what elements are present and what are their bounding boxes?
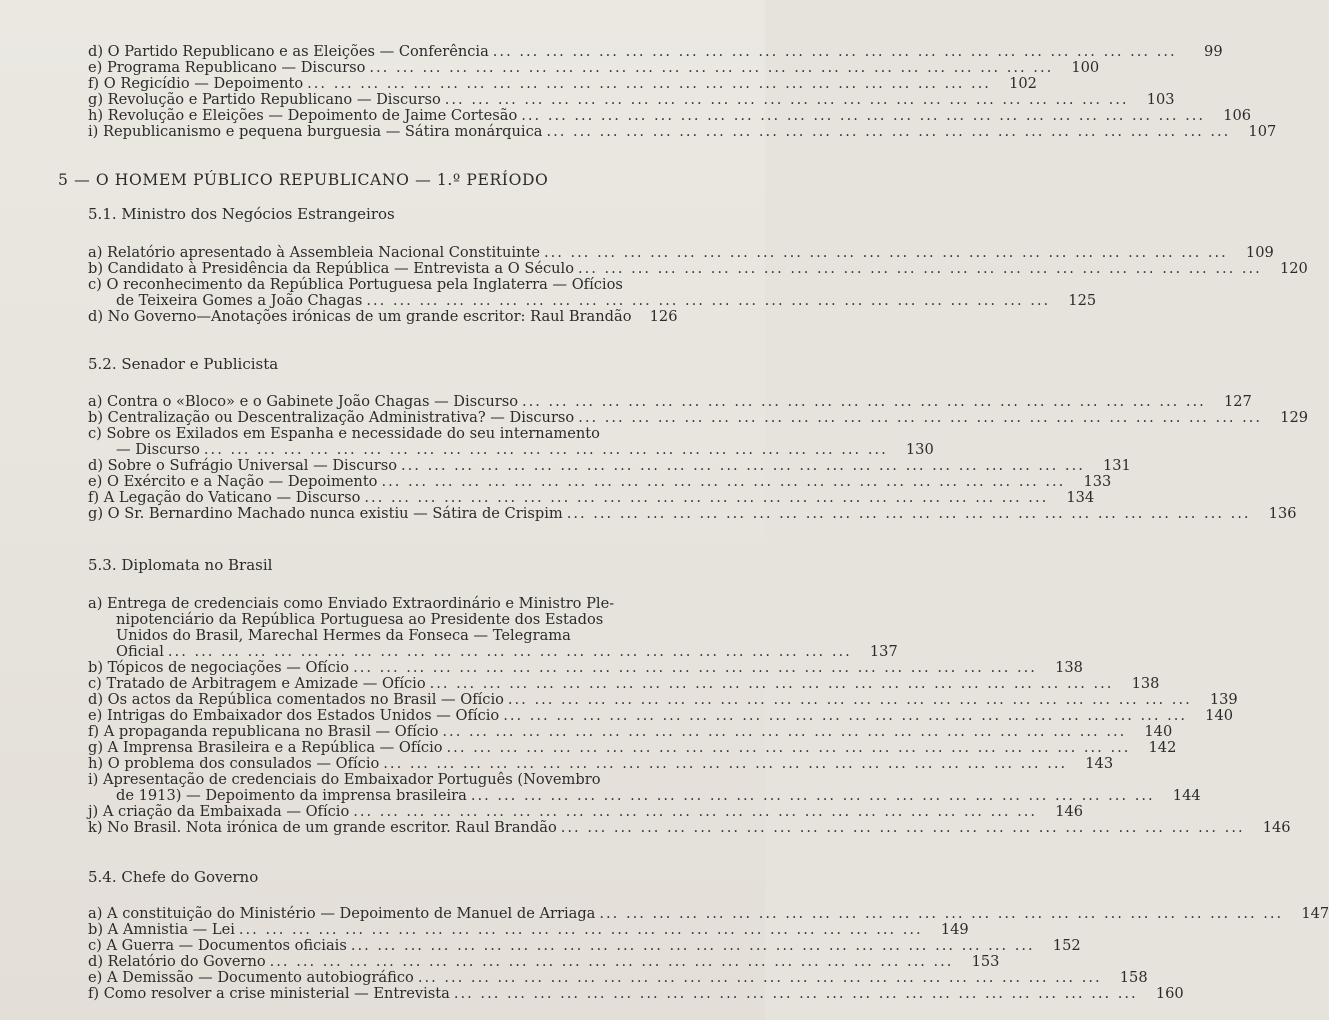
toc-entry: f) Como resolver a crise ministerial — Entrevista ... ... ... ... ... ... ... ... ... ... ... ... ... ... ... ... ... ... ... ... ... ... ... ... ... ... 160 [88, 985, 1184, 1002]
toc-entry: d) No Governo—Anotações irónicas de um grande escritor: Raul Brandão 126 [88, 308, 678, 325]
section-entries [88, 905, 1329, 1002]
toc-entry: b) Tópicos de negociações — Ofício ... ... ... ... ... ... ... ... ... ... ... ... ... ... ... ... ... ... ... ... ... ... ... ... ... ... 138 [88, 659, 1083, 676]
toc-entry: h) Revolução e Eleições — Depoimento de Jaime Cortesão ... ... ... ... ... ... ... ... ... ... ... ... ... ... ... ... ... ... ... ... ... ... ... ... ... ... 106 [88, 107, 1252, 124]
toc-entry: b) Candidato à Presidência da República — Entrevista a O Século ... ... ... ... ... ... ... ... ... ... ... ... ... ... ... ... ... ... ... ... ... ... ... ... ... ... 120 [88, 260, 1308, 277]
toc-entry: — Discurso ... ... ... ... ... ... ... ... ... ... ... ... ... ... ... ... ... ... ... ... ... ... ... ... ... ... 130 [116, 441, 934, 458]
section-heading: 5.4. Chefe do Governo [88, 868, 259, 886]
section-entries [88, 595, 1291, 836]
toc-entry: d) Os actos da República comentados no Brasil — Ofício ... ... ... ... ... ... ... ... ... ... ... ... ... ... ... ... ... ... ... ... ... ... ... ... ... ... 139 [88, 691, 1238, 708]
toc-entry: c) Tratado de Arbitragem e Amizade — Ofício ... ... ... ... ... ... ... ... ... ... ... ... ... ... ... ... ... ... ... ... ... ... ... ... ... ... 138 [88, 675, 1160, 692]
section-heading: 5.2. Senador e Publicista [88, 355, 279, 373]
toc-entry: g) O Sr. Bernardino Machado nunca existiu — Sátira de Crispim ... ... ... ... ... ... ... ... ... ... ... ... ... ... ... ... ... ... ... ... ... ... ... ... ... ... 136 [88, 505, 1297, 522]
toc-entry: a) Contra o «Bloco» e o Gabinete João Chagas — Discurso ... ... ... ... ... ... ... ... ... ... ... ... ... ... ... ... ... ... ... ... ... ... ... ... ... ... 127 [88, 393, 1252, 410]
toc-entry: k) No Brasil. Nota irónica de um grande escritor. Raul Brandão ... ... ... ... ... ... ... ... ... ... ... ... ... ... ... ... ... ... ... ... ... ... ... ... ... ... 146 [88, 819, 1291, 836]
toc-entry: h) O problema dos consulados — Ofício ... ... ... ... ... ... ... ... ... ... ... ... ... ... ... ... ... ... ... ... ... ... ... ... ... ... 143 [88, 755, 1114, 772]
toc-entry: c) Sobre os Exilados em Espanha e necessidade do seu internamento [88, 425, 600, 442]
toc-entry: nipotenciário da República Portuguesa ao Presidente dos Estados [116, 611, 604, 628]
toc-entry: d) O Partido Republicano e as Eleições — Conferência ... ... ... ... ... ... ... ... ... ... ... ... ... ... ... ... ... ... ... ... ... ... ... ... ... ... 99 [88, 43, 1223, 60]
toc-entry: de Teixeira Gomes a João Chagas ... ... ... ... ... ... ... ... ... ... ... ... ... ... ... ... ... ... ... ... ... ... ... ... ... ... 125 [116, 292, 1097, 309]
toc-entry: d) Relatório do Governo ... ... ... ... ... ... ... ... ... ... ... ... ... ... ... ... ... ... ... ... ... ... ... ... ... ... 153 [88, 953, 1000, 970]
toc-entry: a) A constituição do Ministério — Depoimento de Manuel de Arriaga ... ... ... ... ... ... ... ... ... ... ... ... ... ... ... ... ... ... ... ... ... ... ... ... ... ... 147 [88, 905, 1329, 922]
toc-entry: a) Relatório apresentado à Assembleia Nacional Constituinte ... ... ... ... ... ... ... ... ... ... ... ... ... ... ... ... ... ... ... ... ... ... ... ... ... ... 109 [88, 244, 1274, 261]
toc-entry: e) Programa Republicano — Discurso ... ... ... ... ... ... ... ... ... ... ... ... ... ... ... ... ... ... ... ... ... ... ... ... ... ... 100 [88, 59, 1100, 76]
toc-entry: c) A Guerra — Documentos oficiais ... ... ... ... ... ... ... ... ... ... ... ... ... ... ... ... ... ... ... ... ... ... ... ... ... ... 152 [88, 937, 1081, 954]
section-heading: 5.1. Ministro dos Negócios Estrangeiros [88, 205, 395, 223]
toc-entry: i) Apresentação de credenciais do Embaixador Português (Novembro [88, 771, 601, 788]
toc-entry: de 1913) — Depoimento da imprensa brasileira ... ... ... ... ... ... ... ... ... ... ... ... ... ... ... ... ... ... ... ... ... ... ... ... ... ... 144 [116, 787, 1201, 804]
toc-entry: c) O reconhecimento da República Portuguesa pela Inglaterra — Ofícios [88, 276, 623, 293]
chapter-title: 5 — O HOMEM PÚBLICO REPUBLICANO — 1.º PERÍODO [58, 171, 549, 189]
toc-entry: d) Sobre o Sufrágio Universal — Discurso ... ... ... ... ... ... ... ... ... ... ... ... ... ... ... ... ... ... ... ... ... ... ... ... ... ... 131 [88, 457, 1131, 474]
toc-entry: e) A Demissão — Documento autobiográfico ... ... ... ... ... ... ... ... ... ... ... ... ... ... ... ... ... ... ... ... ... ... ... ... ... ... 158 [88, 969, 1148, 986]
toc-entry: b) Centralização ou Descentralização Administrativa? — Discurso ... ... ... ... ... ... ... ... ... ... ... ... ... ... ... ... ... ... ... ... ... ... ... ... ... ... 129 [88, 409, 1309, 426]
toc-entry: e) Intrigas do Embaixador dos Estados Unidos — Ofício ... ... ... ... ... ... ... ... ... ... ... ... ... ... ... ... ... ... ... ... ... ... ... ... ... ... 140 [88, 707, 1234, 724]
toc-entry: i) Republicanismo e pequena burguesia — Sátira monárquica ... ... ... ... ... ... ... ... ... ... ... ... ... ... ... ... ... ... ... ... ... ... ... ... ... ... 107 [88, 123, 1277, 140]
toc-entry: j) A criação da Embaixada — Ofício ... ... ... ... ... ... ... ... ... ... ... ... ... ... ... ... ... ... ... ... ... ... ... ... ... ... 146 [88, 803, 1084, 820]
section-heading: 5.3. Diplomata no Brasil [88, 556, 273, 574]
section-entries [88, 244, 1308, 325]
toc-entry: a) Entrega de credenciais como Enviado Extraordinário e Ministro Ple- [88, 595, 615, 612]
toc-entry: e) O Exército e a Nação — Depoimento ... ... ... ... ... ... ... ... ... ... ... ... ... ... ... ... ... ... ... ... ... ... ... ... ... ... 133 [88, 473, 1112, 490]
toc-entry: g) Revolução e Partido Republicano — Discurso ... ... ... ... ... ... ... ... ... ... ... ... ... ... ... ... ... ... ... ... ... ... ... ... ... ... 103 [88, 91, 1175, 108]
toc-entry: g) A Imprensa Brasileira e a República — Ofício ... ... ... ... ... ... ... ... ... ... ... ... ... ... ... ... ... ... ... ... ... ... ... ... ... ... 142 [88, 739, 1177, 756]
toc-entry: f) O Regicídio — Depoimento ... ... ... ... ... ... ... ... ... ... ... ... ... ... ... ... ... ... ... ... ... ... ... ... ... ... 102 [88, 75, 1037, 92]
toc-entry: Oficial ... ... ... ... ... ... ... ... ... ... ... ... ... ... ... ... ... ... ... ... ... ... ... ... ... ... 137 [116, 643, 898, 660]
toc-entry: f) A Legação do Vaticano — Discurso ... ... ... ... ... ... ... ... ... ... ... ... ... ... ... ... ... ... ... ... ... ... ... ... ... ... 134 [88, 489, 1095, 506]
section-entries [88, 393, 1309, 522]
toc-entry: Unidos do Brasil, Marechal Hermes da Fonseca — Telegrama [116, 627, 571, 644]
toc-entry: b) A Amnistia — Lei ... ... ... ... ... ... ... ... ... ... ... ... ... ... ... ... ... ... ... ... ... ... ... ... ... ... 149 [88, 921, 969, 938]
top-entries [88, 43, 1277, 140]
toc-entry: f) A propaganda republicana no Brasil — Ofício ... ... ... ... ... ... ... ... ... ... ... ... ... ... ... ... ... ... ... ... ... ... ... ... ... ... 140 [88, 723, 1173, 740]
